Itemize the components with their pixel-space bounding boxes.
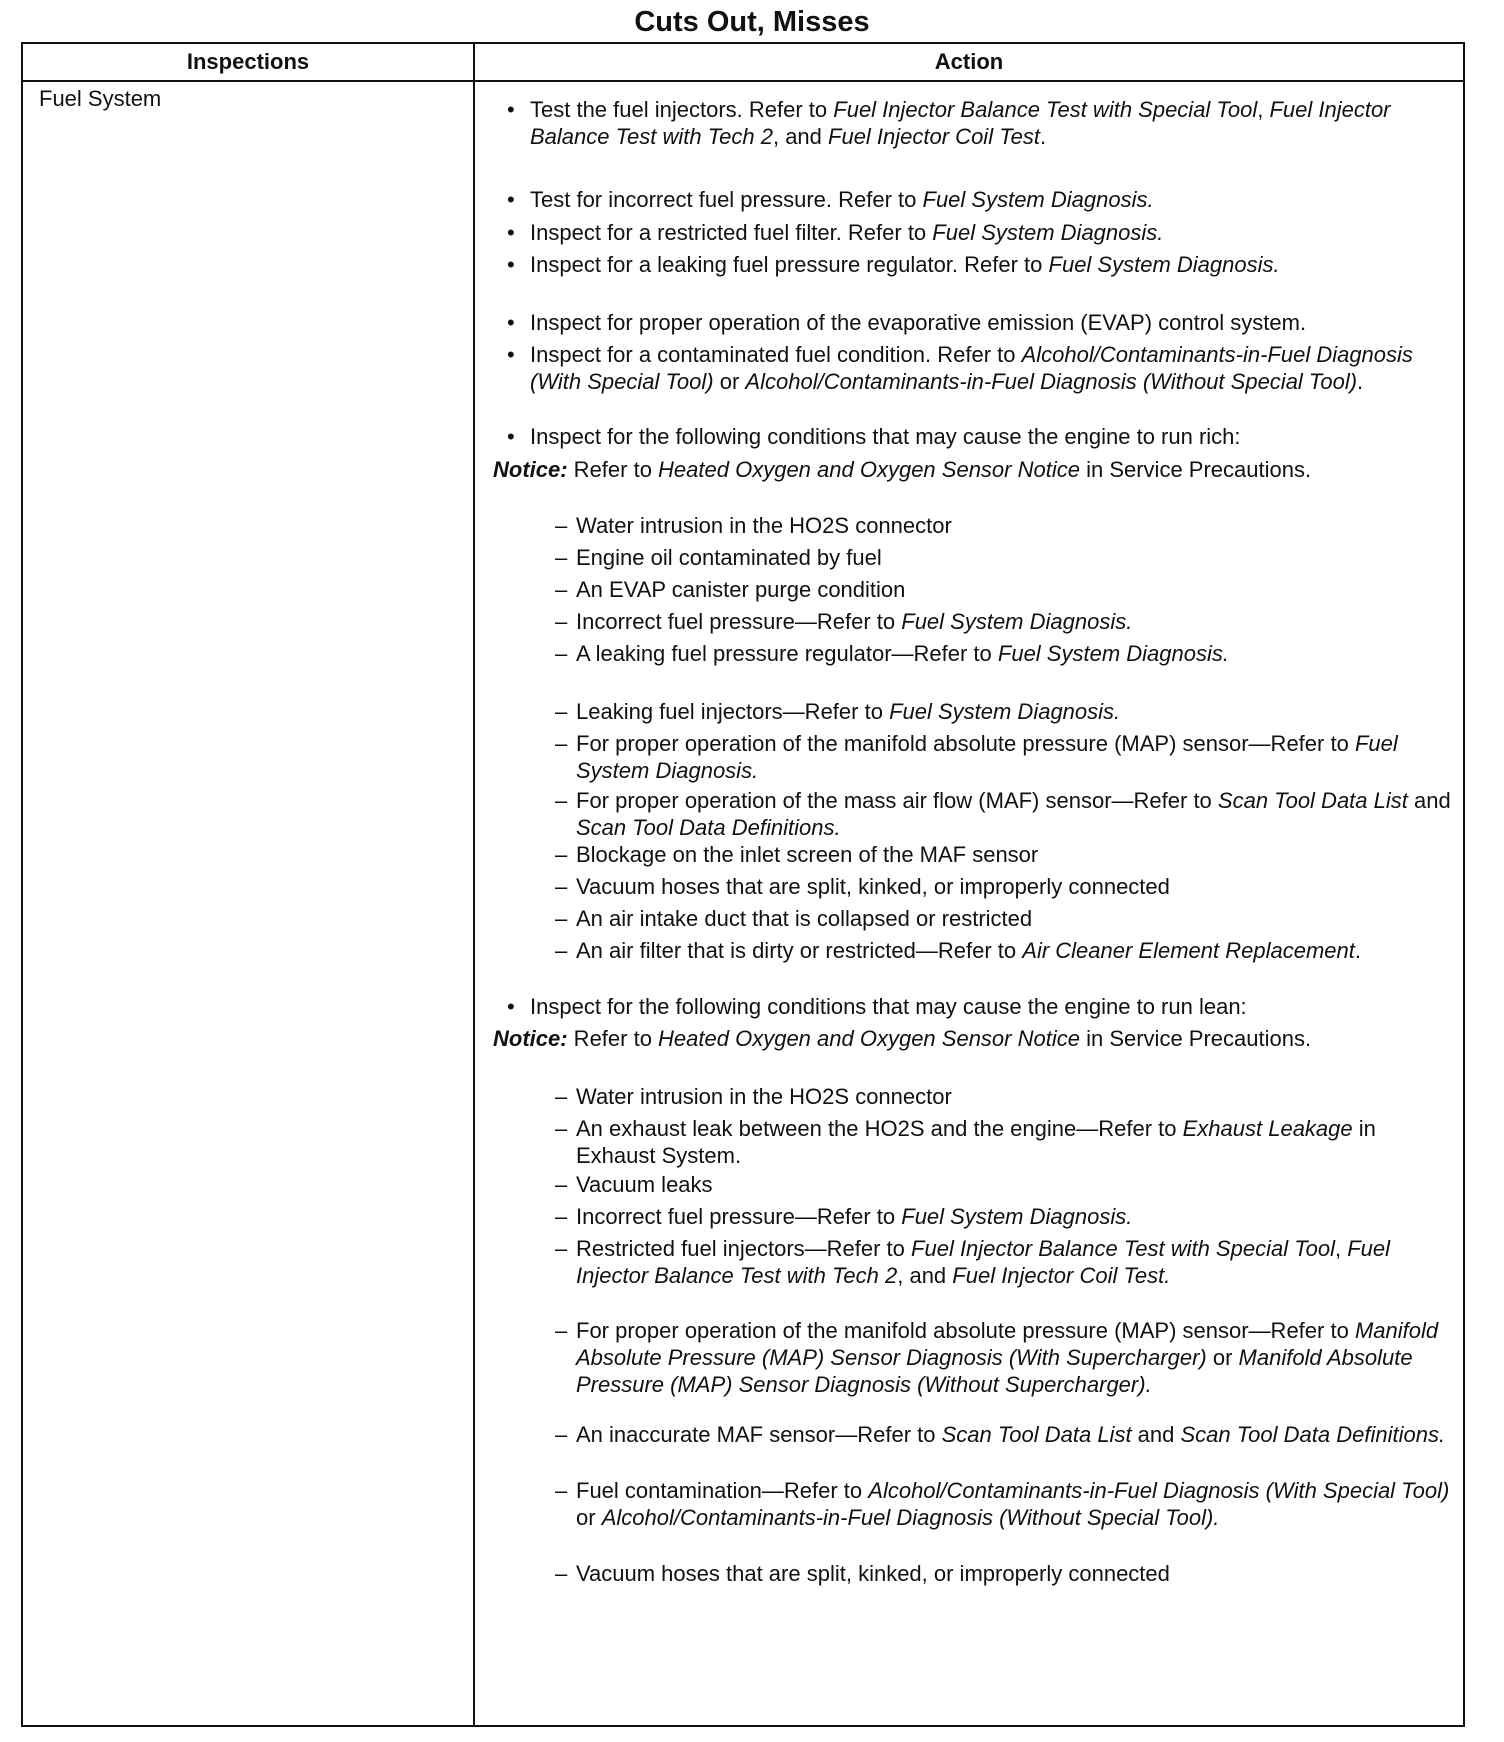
reference-link-text: Fuel System Diagnosis. <box>901 609 1133 634</box>
text-run: . <box>1039 124 1047 149</box>
bullet-item <box>507 186 1460 213</box>
text-run: Inspect for the following conditions that may cause the engine to run lean: <box>530 994 1247 1019</box>
text-run: Test the fuel injectors. Refer to <box>530 97 834 122</box>
reference-link-text: Scan Tool Data Definitions. <box>576 815 841 840</box>
text-run: . <box>1357 369 1364 394</box>
notice-label: Notice: <box>493 457 568 482</box>
reference-link-text: Fuel Injector Balance Test with Tech 2 <box>530 97 1391 149</box>
text-run: Fuel contamination—Refer to <box>576 1478 869 1503</box>
text-run: and <box>1131 1422 1181 1447</box>
text-run: For proper operation of the manifold absolute pressure (MAP) sensor—Refer to <box>576 731 1355 756</box>
text-run: or <box>576 1505 602 1530</box>
reference-link-text: Alcohol/Contaminants-in-Fuel Diagnosis (Without Special Tool) <box>745 369 1358 394</box>
dash-item <box>555 544 1460 571</box>
inspection-cell: Fuel System <box>39 86 162 111</box>
notice-label: Notice: <box>493 1026 568 1051</box>
text-run: Vacuum hoses that are split, kinked, or improperly connected <box>576 1561 1170 1586</box>
reference-link-text: Fuel Injector Coil Test. <box>952 1263 1171 1288</box>
reference-link-text: Fuel System Diagnosis. <box>932 220 1164 245</box>
dash-item <box>555 1171 1460 1198</box>
reference-link-text: Fuel System Diagnosis. <box>922 187 1154 212</box>
text-run: in Service Precautions. <box>1079 1026 1312 1051</box>
text-run: For proper operation of the manifold absolute pressure (MAP) sensor—Refer to <box>576 1318 1355 1343</box>
text-run: . <box>1354 938 1361 963</box>
text-run: Engine oil contaminated by fuel <box>576 545 882 570</box>
text-run: Refer to <box>567 457 659 482</box>
bullet-item <box>507 96 1460 150</box>
text-run: in Service Precautions. <box>1079 457 1312 482</box>
dash-item <box>555 1560 1460 1587</box>
reference-link-text: Fuel System Diagnosis. <box>997 641 1229 666</box>
text-run: , and <box>772 124 829 149</box>
text-run: Vacuum hoses that are split, kinked, or improperly connected <box>576 874 1170 899</box>
dash-item <box>555 1115 1460 1169</box>
text-run: in Exhaust System. <box>576 1116 1376 1168</box>
dash-item <box>555 1421 1460 1448</box>
column-divider <box>473 44 475 1725</box>
dash-item <box>555 1203 1460 1230</box>
header-rule <box>23 80 1463 82</box>
bullet-item <box>507 309 1460 336</box>
reference-link-text: Fuel System Diagnosis. <box>901 1204 1133 1229</box>
bullet-item <box>507 423 1460 450</box>
reference-link-text: Scan Tool Data Definitions. <box>1180 1422 1446 1447</box>
dash-item <box>555 512 1460 539</box>
reference-link-text: Fuel Injector Coil Test <box>828 124 1040 149</box>
dash-item <box>555 1317 1460 1398</box>
reference-link-text: Air Cleaner Element Replacement <box>1022 938 1355 963</box>
text-run: Incorrect fuel pressure—Refer to <box>576 609 902 634</box>
dash-item <box>555 698 1460 725</box>
notice <box>493 456 1458 483</box>
text-run: Inspect for a leaking fuel pressure regulator. Refer to <box>530 252 1049 277</box>
text-run: , and <box>897 1263 953 1288</box>
text-run: For proper operation of the mass air flow (MAF) sensor—Refer to <box>576 788 1218 813</box>
action-header: Action <box>934 49 1004 74</box>
dash-item <box>555 608 1460 635</box>
reference-link-text: Alcohol/Contaminants-in-Fuel Diagnosis (With Special Tool) <box>868 1478 1450 1503</box>
notice <box>493 1025 1458 1052</box>
reference-link-text: Fuel System Diagnosis. <box>576 731 1398 783</box>
bullet-item <box>507 219 1460 246</box>
text-run: , <box>1257 97 1270 122</box>
text-run: or <box>1206 1345 1239 1370</box>
reference-link-text: Fuel Injector Balance Test with Tech 2 <box>576 1236 1391 1288</box>
text-run: Inspect for a contaminated fuel condition. Refer to <box>530 342 1022 367</box>
dash-item <box>555 873 1460 900</box>
text-run: Test for incorrect fuel pressure. Refer to <box>530 187 923 212</box>
text-run: Blockage on the inlet screen of the MAF sensor <box>576 842 1039 867</box>
reference-link-text: Exhaust Leakage <box>1182 1116 1353 1141</box>
text-run: Inspect for a restricted fuel filter. Refer to <box>530 220 933 245</box>
bullet-item <box>507 993 1460 1020</box>
reference-link-text: Manifold Absolute Pressure (MAP) Sensor Diagnosis (Without Supercharger). <box>576 1345 1413 1397</box>
reference-link-text: Fuel System Diagnosis. <box>1048 252 1280 277</box>
text-run: Incorrect fuel pressure—Refer to <box>576 1204 902 1229</box>
dash-item <box>555 730 1460 784</box>
text-run: An air filter that is dirty or restricted—Refer to <box>576 938 1023 963</box>
dash-item <box>555 1235 1460 1289</box>
inspections-header: Inspections <box>186 49 310 74</box>
bullet-item <box>507 251 1460 278</box>
dash-item <box>555 937 1460 964</box>
text-run: and <box>1407 788 1451 813</box>
dash-item <box>555 905 1460 932</box>
text-run: Refer to <box>567 1026 659 1051</box>
reference-link-text: Scan Tool Data List <box>941 1422 1132 1447</box>
reference-link-text: Scan Tool Data List <box>1217 788 1408 813</box>
reference-link-text: Heated Oxygen and Oxygen Sensor Notice <box>658 457 1080 482</box>
text-run: or <box>713 369 746 394</box>
diagnosis-table <box>21 42 1465 1727</box>
text-run: Leaking fuel injectors—Refer to <box>576 699 890 724</box>
text-run: An EVAP canister purge condition <box>576 577 906 602</box>
text-run: , <box>1334 1236 1348 1261</box>
dash-item <box>555 841 1460 868</box>
page-title: Cuts Out, Misses <box>634 6 870 38</box>
text-run: Water intrusion in the HO2S connector <box>576 513 952 538</box>
dash-item <box>555 640 1460 667</box>
dash-item <box>555 1083 1460 1110</box>
reference-link-text: Heated Oxygen and Oxygen Sensor Notice <box>658 1026 1080 1051</box>
dash-item <box>555 1477 1460 1531</box>
text-run: Inspect for the following conditions that may cause the engine to run rich: <box>530 424 1241 449</box>
text-run: Inspect for proper operation of the evaporative emission (EVAP) control system. <box>530 310 1307 335</box>
dash-item <box>555 576 1460 603</box>
reference-link-text: Fuel Injector Balance Test with Special Tool <box>911 1236 1335 1261</box>
reference-link-text: Alcohol/Contaminants-in-Fuel Diagnosis (With Special Tool) <box>530 342 1413 394</box>
reference-link-text: Manifold Absolute Pressure (MAP) Sensor Diagnosis (With Supercharger) <box>576 1318 1439 1370</box>
text-run: Restricted fuel injectors—Refer to <box>576 1236 912 1261</box>
reference-link-text: Fuel System Diagnosis. <box>889 699 1121 724</box>
text-run: An inaccurate MAF sensor—Refer to <box>576 1422 942 1447</box>
text-run: Vacuum leaks <box>576 1172 713 1197</box>
text-run: A leaking fuel pressure regulator—Refer to <box>576 641 998 666</box>
dash-item <box>555 787 1460 841</box>
text-run: Water intrusion in the HO2S connector <box>576 1084 952 1109</box>
bullet-item <box>507 341 1460 395</box>
reference-link-text: Fuel Injector Balance Test with Special Tool <box>833 97 1258 122</box>
text-run: An exhaust leak between the HO2S and the engine—Refer to <box>576 1116 1183 1141</box>
reference-link-text: Alcohol/Contaminants-in-Fuel Diagnosis (Without Special Tool). <box>601 1505 1220 1530</box>
text-run: An air intake duct that is collapsed or restricted <box>576 906 1033 931</box>
